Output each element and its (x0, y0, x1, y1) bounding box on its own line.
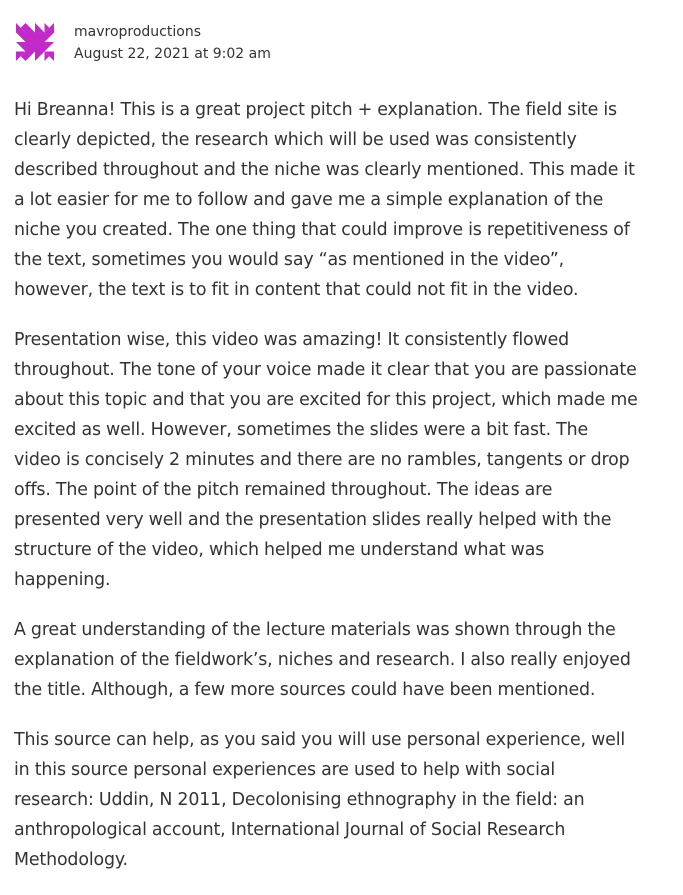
identicon-avatar-icon[interactable] (16, 23, 54, 61)
comment (14, 20, 639, 870)
comment-paragraph: A great understanding of the lecture materials was shown through the explanation of the fieldwork’s, niches and research. I also really enjoyed the title. Although, a few more sources could have been mentioned. (14, 620, 631, 700)
comment-author[interactable]: mavroproductions (74, 24, 201, 40)
comment-meta (14, 20, 639, 64)
comment-paragraph: Presentation wise, this video was amazing! It consistently flowed throughout. The tone of your voice made it clear that you are passionate about this topic and that you are excited for this project, which made me excited as well. However, sometimes the slides were a bit fast. The video is concisely 2 minutes and there are no rambles, tangents or drop offs. The point of the pitch remained throughout. The ideas are presented very well and the presentation slides really helped with the structure of the video, which helped me understand what was happening. (14, 330, 638, 590)
comment-date[interactable]: August 22, 2021 at 9:02 am (74, 46, 271, 62)
comment-body (14, 95, 639, 895)
comment-paragraph: This source can help, as you said you will use personal experience, well in this source personal experiences are used to help with social research: Uddin, N 2011, Decolonising ethnography in the field: an anthropological account, International Journal of Social Research Methodology. (14, 730, 626, 870)
comment-paragraph: Hi Breanna! This is a great project pitch + explanation. The field site is clearly depicted, the research which will be used was consistently described throughout and the niche was clearly mentioned. This made it a lot easier for me to follow and gave me a simple explanation of the niche you created. The one thing that could improve is repetitiveness of the text, sometimes you would say “as mentioned in the video”, however, the text is to fit in content that could not fit in the video. (14, 100, 635, 300)
